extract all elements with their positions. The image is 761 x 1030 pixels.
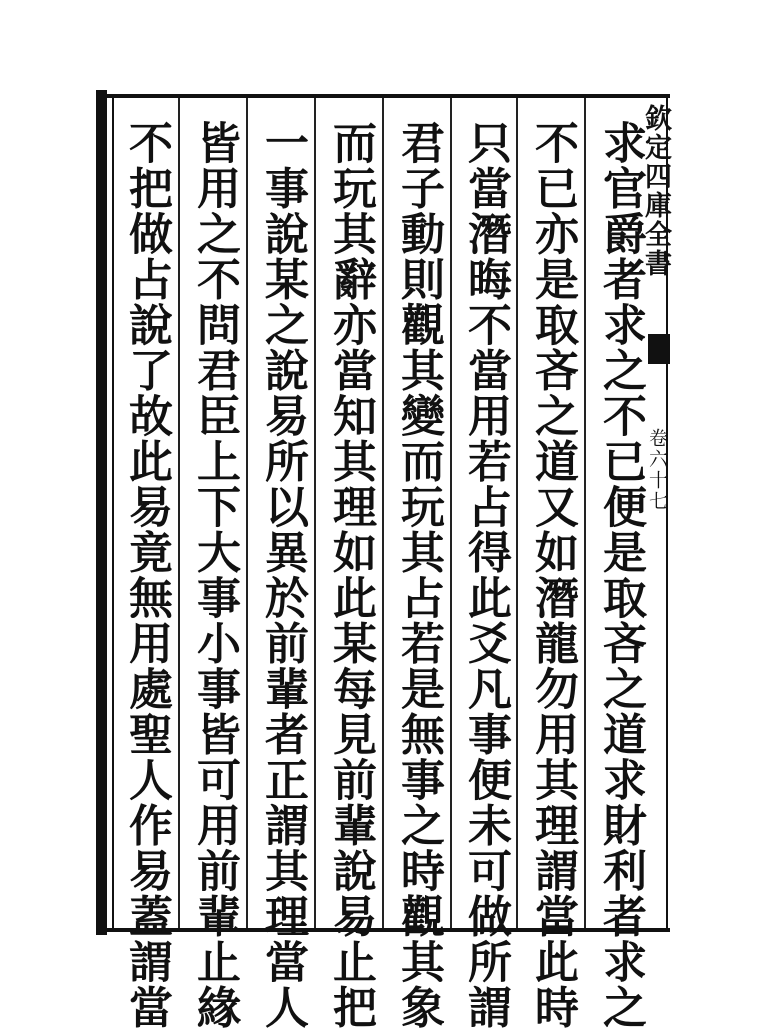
margin-volume-number: 卷六十七 (646, 428, 668, 512)
column-divider (516, 98, 518, 928)
frame-left-thick-rule (96, 90, 107, 935)
fishtail-mark (648, 334, 670, 364)
column-divider (382, 98, 384, 928)
text-column-7: 皆用之不問君臣上下大事小事皆可用前輩止緣 (189, 120, 240, 1030)
text-column-3: 只當潛晦不當用若占得此爻凡事便未可做所謂 (460, 120, 511, 1030)
text-column-4: 君子動則觀其變而玩其占若是無事之時觀其象 (393, 120, 444, 1030)
text-column-2: 不已亦是取吝之道又如潛龍勿用其理謂當此時 (527, 120, 578, 1030)
margin-book-title: 欽定四庫全書 (640, 104, 671, 278)
column-divider (246, 98, 248, 928)
text-column-8: 不把做占說了故此易竟無用處聖人作易蓋謂當 (121, 120, 172, 1030)
column-divider (450, 98, 452, 928)
column-divider (314, 98, 316, 928)
text-column-1: 求官爵者求之不已便是取吝之道求財利者求之 (595, 120, 646, 1030)
column-divider (178, 98, 180, 928)
frame-left-thin-rule (112, 98, 114, 928)
text-column-6: 一事說某之說易所以異於前輩者正謂其理當人 (257, 120, 308, 1030)
text-column-5: 而玩其辭亦當知其理如此某每見前輩說易止把 (325, 120, 376, 1030)
column-divider (584, 98, 586, 928)
